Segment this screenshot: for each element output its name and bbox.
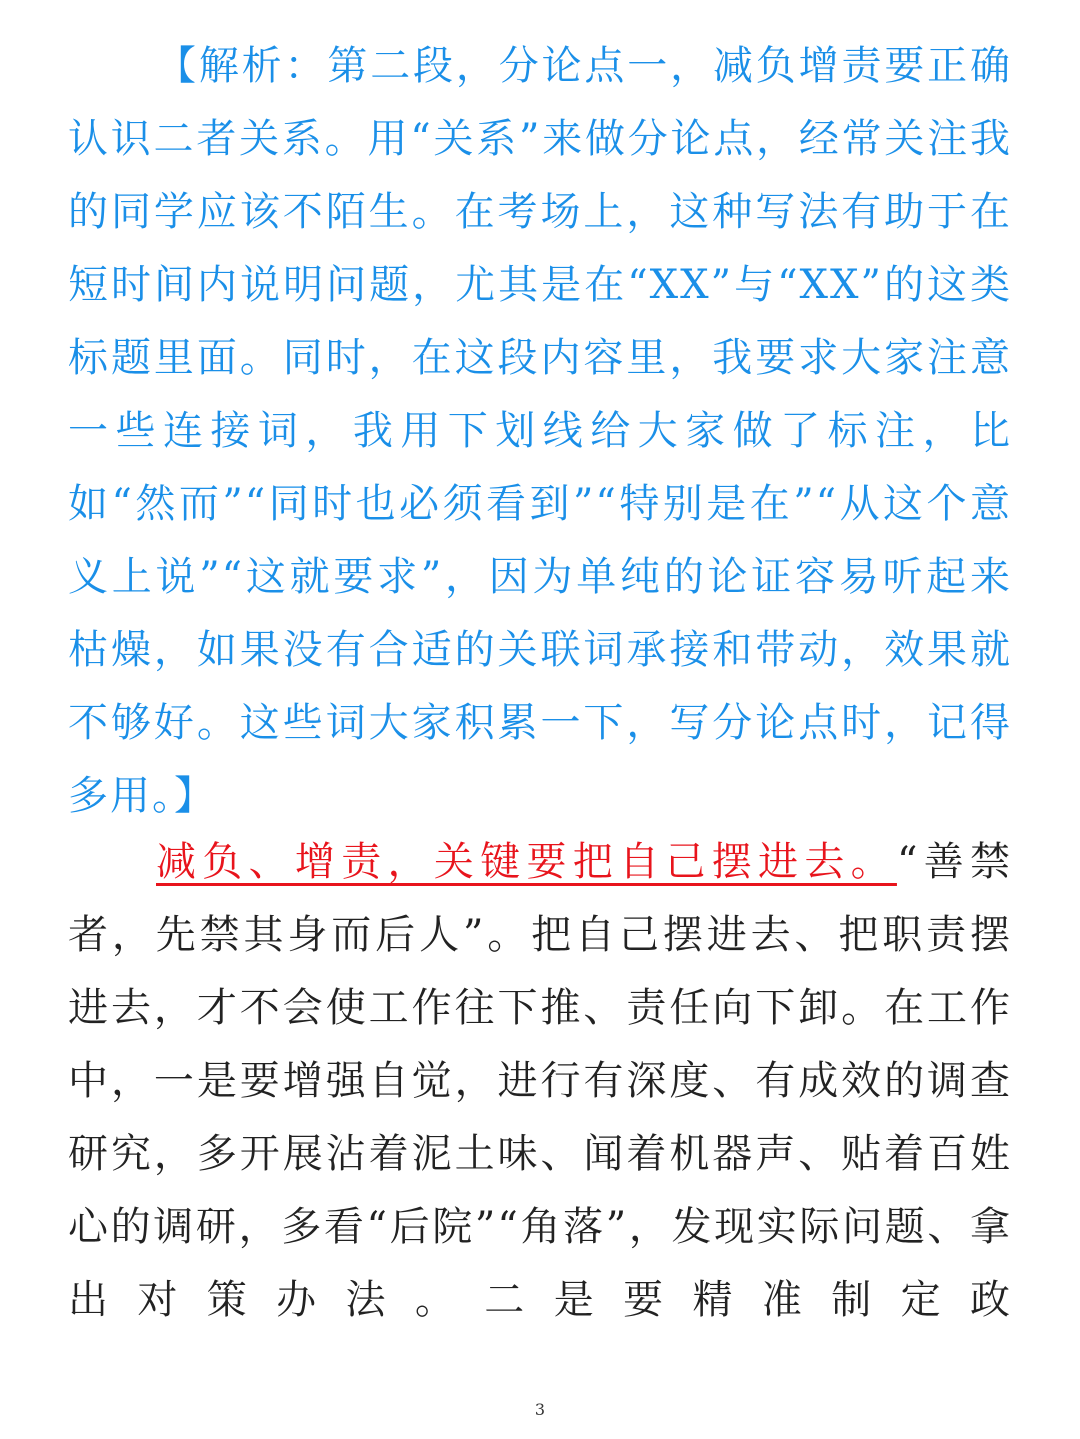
body-text: “善禁者，先禁其身而后人”。把自己摆进去、把职责摆进去，才不会使工作往下推、责任向下卸。在工作中，一是要增强自觉，进行有深度、有成效的调查研究，多开展沾着泥土味、闻着机器声、贴着百姓心的调研，多看“后院”“角落”，发现实际问题、拿出对策办法。二是要精准制定政: [68, 839, 1013, 1323]
page-number: 3: [534, 1400, 546, 1419]
key-sentence-underlined: 减负、增责，关键要把自己摆进去。: [156, 839, 897, 885]
body-paragraph: [68, 826, 1012, 1337]
analysis-paragraph: 【解析：第二段，分论点一，减负增责要正确认识二者关系。用“关系”来做分论点，经常关注我的同学应该不陌生。在考场上，这种写法有助于在短时间内说明问题，尤其是在“XX”与“XX”的这类标题里面。同时，在这段内容里，我要求大家注意一些连接词，我用下划线给大家做了标注，比如“然而”“同时也必须看到”“特别是在”“从这个意义上说”“这就要求”，因为单纯的论证容易听起来枯燥，如果没有合适的关联词承接和带动，效果就不够好。这些词大家积累一下，写分论点时，记得多用。】: [68, 43, 1012, 819]
